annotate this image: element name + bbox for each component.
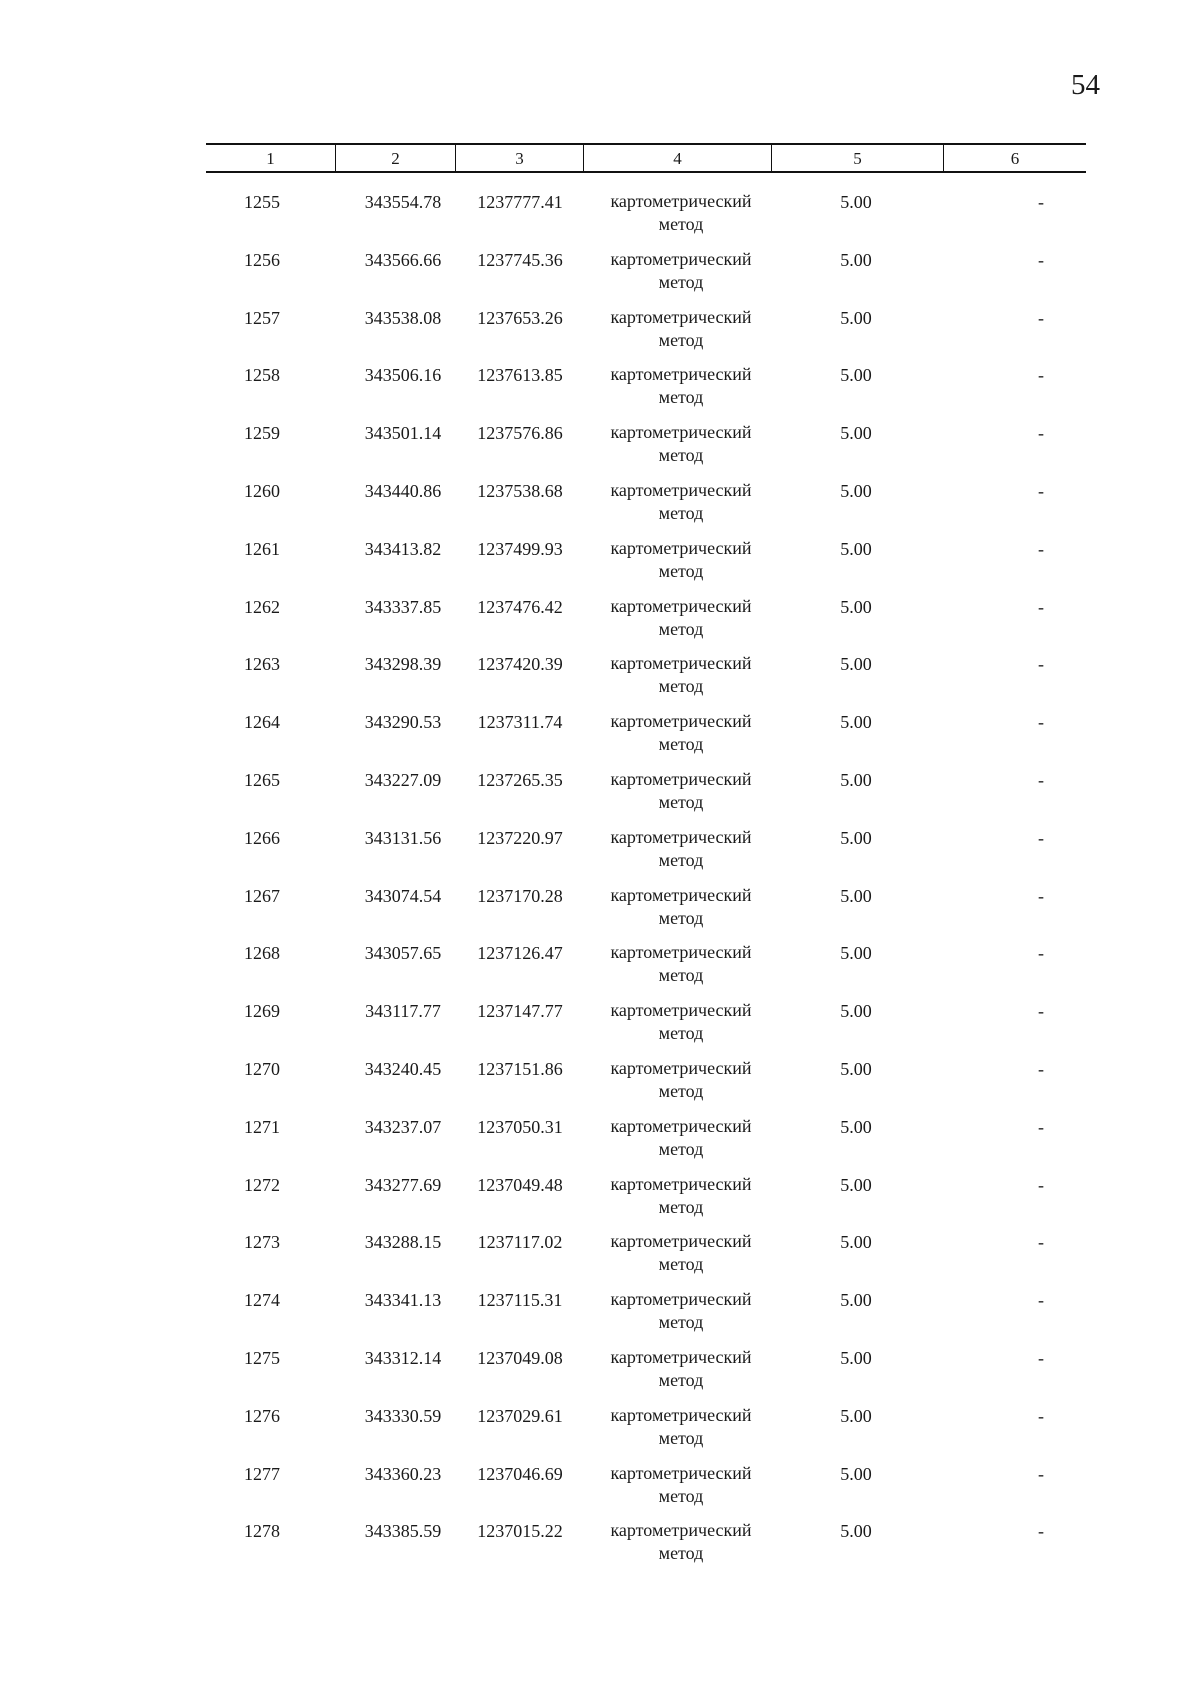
table-row <box>206 826 1086 884</box>
point-number: 1263 <box>244 654 280 675</box>
point-number: 1268 <box>244 943 280 964</box>
table-row <box>206 306 1086 364</box>
accuracy-value: 5.00 <box>840 1232 872 1253</box>
method-line-1: картометрический <box>610 826 752 847</box>
point-number: 1264 <box>244 712 280 733</box>
table-row <box>206 363 1086 421</box>
method-line-1: картометрический <box>610 1520 752 1541</box>
method-line-2: метод <box>658 1254 704 1275</box>
method-line-2: метод <box>658 849 704 870</box>
table-row <box>206 1519 1086 1577</box>
point-number: 1261 <box>244 538 280 559</box>
point-number: 1275 <box>244 1347 280 1368</box>
accuracy-value: 5.00 <box>840 249 872 270</box>
note-value: - <box>1038 1116 1044 1137</box>
point-number: 1265 <box>244 769 280 790</box>
coordinate-x: 343330.59 <box>364 1405 442 1426</box>
coordinate-y: 1237029.61 <box>477 1405 563 1426</box>
method-cell <box>588 1462 774 1508</box>
header-col-5: 5 <box>772 145 944 171</box>
coordinate-y: 1237015.22 <box>477 1521 563 1542</box>
accuracy-value: 5.00 <box>840 1001 872 1022</box>
method-cell <box>588 1404 774 1450</box>
coordinate-x: 343277.69 <box>364 1174 442 1195</box>
accuracy-value: 5.00 <box>840 1521 872 1542</box>
note-value: - <box>1038 654 1044 675</box>
point-number: 1267 <box>244 885 280 906</box>
method-line-1: картометрический <box>610 1231 752 1252</box>
method-cell <box>588 999 774 1045</box>
table-row <box>206 1115 1086 1173</box>
method-line-2: метод <box>658 445 704 466</box>
point-number: 1259 <box>244 423 280 444</box>
table-row <box>206 248 1086 306</box>
accuracy-value: 5.00 <box>840 827 872 848</box>
table-row <box>206 1057 1086 1115</box>
coordinate-x: 343227.09 <box>364 769 442 790</box>
note-value: - <box>1038 1232 1044 1253</box>
coordinate-y: 1237420.39 <box>477 654 563 675</box>
method-cell <box>588 363 774 409</box>
method-cell <box>588 595 774 641</box>
point-number: 1262 <box>244 596 280 617</box>
method-cell <box>588 1346 774 1392</box>
coordinate-y: 1237265.35 <box>477 769 563 790</box>
coordinate-y: 1237220.97 <box>477 827 563 848</box>
accuracy-value: 5.00 <box>840 1463 872 1484</box>
header-col-1: 1 <box>206 145 336 171</box>
method-line-1: картометрический <box>610 1000 752 1021</box>
method-cell <box>588 1288 774 1334</box>
coordinate-x: 343290.53 <box>364 712 442 733</box>
method-cell <box>588 1057 774 1103</box>
coordinate-x: 343385.59 <box>364 1521 442 1542</box>
note-value: - <box>1038 1290 1044 1311</box>
accuracy-value: 5.00 <box>840 365 872 386</box>
method-cell <box>588 248 774 294</box>
method-line-2: метод <box>658 1369 704 1390</box>
table-row <box>206 479 1086 537</box>
accuracy-value: 5.00 <box>840 480 872 501</box>
note-value: - <box>1038 1001 1044 1022</box>
note-value: - <box>1038 1174 1044 1195</box>
note-value: - <box>1038 1405 1044 1426</box>
coordinates-table <box>206 143 1086 1577</box>
note-value: - <box>1038 1347 1044 1368</box>
coordinate-y: 1237050.31 <box>477 1116 563 1137</box>
accuracy-value: 5.00 <box>840 1290 872 1311</box>
table-row <box>206 941 1086 999</box>
point-number: 1278 <box>244 1521 280 1542</box>
table-row <box>206 537 1086 595</box>
method-line-1: картометрический <box>610 653 752 674</box>
coordinate-y: 1237049.48 <box>477 1174 563 1195</box>
point-number: 1272 <box>244 1174 280 1195</box>
coordinate-y: 1237049.08 <box>477 1347 563 1368</box>
coordinate-x: 343131.56 <box>364 827 442 848</box>
method-line-1: картометрический <box>610 537 752 558</box>
note-value: - <box>1038 307 1044 328</box>
coordinate-x: 343337.85 <box>364 596 442 617</box>
coordinate-y: 1237576.86 <box>477 423 563 444</box>
method-line-1: картометрический <box>610 1404 752 1425</box>
method-line-1: картометрический <box>610 248 752 269</box>
note-value: - <box>1038 1058 1044 1079</box>
table-row <box>206 421 1086 479</box>
coordinate-y: 1237745.36 <box>477 249 563 270</box>
point-number: 1255 <box>244 192 280 212</box>
coordinate-x: 343288.15 <box>364 1232 442 1253</box>
table-row <box>206 1462 1086 1520</box>
coordinate-y: 1237147.77 <box>477 1001 563 1022</box>
method-line-2: метод <box>658 271 704 292</box>
coordinate-x: 343413.82 <box>364 538 442 559</box>
method-line-2: метод <box>658 560 704 581</box>
table-row <box>206 999 1086 1057</box>
coordinate-y: 1237311.74 <box>477 712 563 733</box>
coordinate-y: 1237538.68 <box>477 480 563 501</box>
accuracy-value: 5.00 <box>840 192 872 212</box>
header-col-6: 6 <box>1010 149 1020 168</box>
accuracy-value: 5.00 <box>840 596 872 617</box>
method-line-1: картометрический <box>610 942 752 963</box>
accuracy-value: 5.00 <box>840 712 872 733</box>
point-number: 1270 <box>244 1058 280 1079</box>
accuracy-value: 5.00 <box>840 423 872 444</box>
point-number: 1276 <box>244 1405 280 1426</box>
method-line-1: картометрический <box>610 884 752 905</box>
method-cell <box>588 306 774 352</box>
method-line-1: картометрический <box>610 711 752 732</box>
method-line-2: метод <box>658 1485 704 1506</box>
point-number: 1271 <box>244 1116 280 1137</box>
header-col-4: 4 <box>584 145 772 171</box>
coordinate-x: 343057.65 <box>364 943 442 964</box>
point-number: 1258 <box>244 365 280 386</box>
method-line-1: картометрический <box>610 422 752 443</box>
method-cell <box>588 826 774 872</box>
method-line-2: метод <box>658 734 704 755</box>
accuracy-value: 5.00 <box>840 1405 872 1426</box>
note-value: - <box>1038 365 1044 386</box>
coordinate-x: 343360.23 <box>364 1463 442 1484</box>
coordinate-x: 343341.13 <box>364 1290 442 1311</box>
method-line-1: картометрический <box>610 1115 752 1136</box>
header-col-3: 3 <box>456 145 584 171</box>
table-row <box>206 1173 1086 1231</box>
coordinate-y: 1237126.47 <box>477 943 563 964</box>
table-row <box>206 1404 1086 1462</box>
method-line-2: метод <box>658 791 704 812</box>
method-line-2: метод <box>658 1427 704 1448</box>
method-cell <box>588 537 774 583</box>
method-line-2: метод <box>658 387 704 408</box>
page-number: 54 <box>1071 69 1100 101</box>
method-line-1: картометрический <box>610 1346 752 1367</box>
accuracy-value: 5.00 <box>840 1116 872 1137</box>
accuracy-value: 5.00 <box>840 654 872 675</box>
coordinate-y: 1237115.31 <box>477 1290 563 1311</box>
note-value: - <box>1038 1463 1044 1484</box>
accuracy-value: 5.00 <box>840 1174 872 1195</box>
note-value: - <box>1038 192 1044 212</box>
method-cell <box>588 1519 774 1565</box>
coordinate-x: 343554.78 <box>364 192 442 212</box>
coordinate-y: 1237613.85 <box>477 365 563 386</box>
note-value: - <box>1038 538 1044 559</box>
method-cell <box>588 1230 774 1276</box>
method-cell <box>588 190 774 236</box>
method-line-2: метод <box>658 1312 704 1333</box>
method-line-2: метод <box>658 618 704 639</box>
coordinate-x: 343237.07 <box>364 1116 442 1137</box>
coordinate-x: 343312.14 <box>364 1347 442 1368</box>
method-line-2: метод <box>658 907 704 928</box>
table-row <box>206 768 1086 826</box>
method-line-1: картометрический <box>610 1289 752 1310</box>
method-line-2: метод <box>658 1080 704 1101</box>
table-row <box>206 1288 1086 1346</box>
coordinate-y: 1237151.86 <box>477 1058 563 1079</box>
method-line-1: картометрический <box>610 1057 752 1078</box>
table-row <box>206 190 1086 248</box>
method-line-2: метод <box>658 1543 704 1564</box>
coordinate-y: 1237499.93 <box>477 538 563 559</box>
table-row <box>206 595 1086 653</box>
coordinate-x: 343117.77 <box>365 1001 441 1022</box>
method-line-1: картометрический <box>610 1462 752 1483</box>
coordinate-y: 1237476.42 <box>477 596 563 617</box>
method-cell <box>588 768 774 814</box>
method-cell <box>588 710 774 756</box>
accuracy-value: 5.00 <box>840 1347 872 1368</box>
coordinate-y: 1237653.26 <box>477 307 563 328</box>
method-line-2: метод <box>658 329 704 350</box>
point-number: 1274 <box>244 1290 280 1311</box>
table-body <box>206 190 1086 1577</box>
note-value: - <box>1038 480 1044 501</box>
note-value: - <box>1038 1521 1044 1542</box>
accuracy-value: 5.00 <box>840 769 872 790</box>
method-line-2: метод <box>658 676 704 697</box>
note-value: - <box>1038 943 1044 964</box>
coordinate-y: 1237046.69 <box>477 1463 563 1484</box>
method-line-1: картометрический <box>610 364 752 385</box>
header-col-2: 2 <box>336 145 456 171</box>
accuracy-value: 5.00 <box>840 538 872 559</box>
point-number: 1266 <box>244 827 280 848</box>
table-header <box>206 143 1086 173</box>
coordinate-y: 1237170.28 <box>477 885 563 906</box>
coordinate-x: 343240.45 <box>364 1058 442 1079</box>
note-value: - <box>1038 885 1044 906</box>
coordinate-x: 343440.86 <box>364 480 442 501</box>
table-row <box>206 710 1086 768</box>
coordinate-x: 343074.54 <box>364 885 442 906</box>
note-value: - <box>1038 423 1044 444</box>
method-line-2: метод <box>658 1023 704 1044</box>
method-line-1: картометрический <box>610 768 752 789</box>
coordinate-x: 343538.08 <box>364 307 442 328</box>
method-line-1: картометрический <box>610 479 752 500</box>
method-cell <box>588 884 774 930</box>
coordinate-x: 343501.14 <box>364 423 442 444</box>
table-row <box>206 1346 1086 1404</box>
point-number: 1273 <box>244 1232 280 1253</box>
coordinate-x: 343566.66 <box>364 249 442 270</box>
coordinate-x: 343298.39 <box>364 654 442 675</box>
coordinate-x: 343506.16 <box>364 365 442 386</box>
point-number: 1257 <box>244 307 280 328</box>
method-cell <box>588 1173 774 1219</box>
method-cell <box>588 479 774 525</box>
coordinate-y: 1237117.02 <box>477 1232 563 1253</box>
method-cell <box>588 941 774 987</box>
note-value: - <box>1038 769 1044 790</box>
method-line-1: картометрический <box>610 306 752 327</box>
point-number: 1269 <box>244 1001 280 1022</box>
accuracy-value: 5.00 <box>840 885 872 906</box>
method-line-1: картометрический <box>610 191 752 211</box>
method-line-2: метод <box>658 1196 704 1217</box>
note-value: - <box>1038 827 1044 848</box>
method-line-2: метод <box>658 965 704 986</box>
note-value: - <box>1038 596 1044 617</box>
note-value: - <box>1038 712 1044 733</box>
method-cell <box>588 652 774 698</box>
note-value: - <box>1038 249 1044 270</box>
point-number: 1260 <box>244 480 280 501</box>
point-number: 1256 <box>244 249 280 270</box>
method-line-1: картометрический <box>610 1173 752 1194</box>
table-row <box>206 884 1086 942</box>
method-cell <box>588 421 774 467</box>
coordinate-y: 1237777.41 <box>477 192 563 212</box>
table-row <box>206 1230 1086 1288</box>
method-line-2: метод <box>658 502 704 523</box>
method-line-1: картометрический <box>610 595 752 616</box>
point-number: 1277 <box>244 1463 280 1484</box>
accuracy-value: 5.00 <box>840 943 872 964</box>
accuracy-value: 5.00 <box>840 1058 872 1079</box>
method-line-2: метод <box>658 1138 704 1159</box>
method-cell <box>588 1115 774 1161</box>
accuracy-value: 5.00 <box>840 307 872 328</box>
table-row <box>206 652 1086 710</box>
method-line-2: метод <box>658 214 704 234</box>
